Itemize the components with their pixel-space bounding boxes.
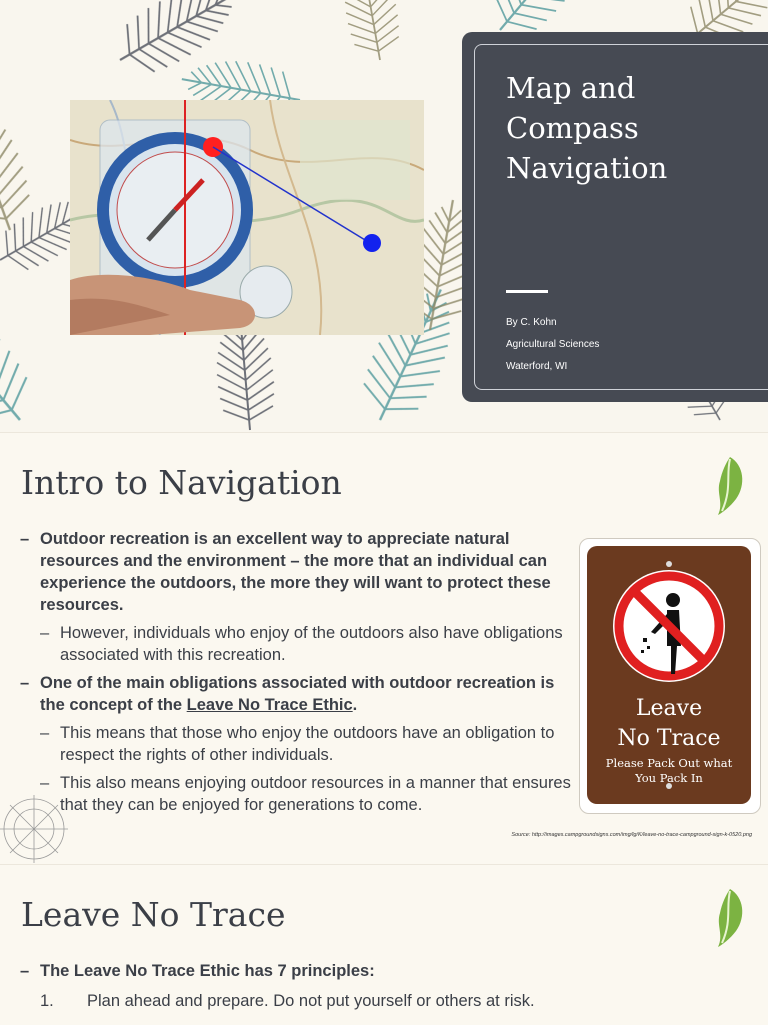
sub-bullet-item: [20, 772, 580, 816]
sign-line-pack-in: You Pack In: [635, 771, 703, 785]
title-card: [462, 32, 768, 402]
author-label: By C. Kohn: [506, 317, 557, 328]
title-slide: [0, 0, 768, 432]
bullet-text: Outdoor recreation is an excellent way to appreciate natural resources and the environment – the more that an individual can experience the outdoors, the more they will want to protect these resources.: [40, 530, 551, 614]
bullet-text: One of the main obligations associated with outdoor recreation is the concept of the: [40, 674, 555, 714]
slide-title: Leave No Trace: [21, 895, 286, 934]
bullet-text: This also means enjoying outdoor resources in a manner that ensures that they can be enjoyed for generations to come.: [60, 774, 571, 814]
sign-line-pack-out: Please Pack Out what: [605, 756, 733, 770]
title-divider: [506, 290, 548, 293]
item-text: Plan ahead and prepare. Do not put yourself or others at risk.: [87, 992, 535, 1010]
sign-line-leave: Leave: [635, 696, 703, 721]
item-number: 1.: [40, 992, 54, 1010]
title-line: Compass: [506, 111, 639, 145]
principles-list: [20, 960, 535, 1012]
bullet-dash: –: [40, 724, 50, 742]
title-line: Map and: [506, 71, 636, 105]
bullet-text: However, individuals who enjoy of the outdoors also have obligations associated with this recreation.: [60, 624, 563, 664]
compass-map-photo: [70, 100, 424, 335]
presentation-title: [506, 68, 706, 188]
sub-bullet-item: [20, 722, 580, 766]
image-source-caption: Source: http://images.campgroundsigns.com/img/lg/K/leave-no-trace-campground-sign-k-0520.png: [511, 832, 752, 838]
bullet-dash: –: [20, 530, 30, 548]
bullet-list: [20, 528, 580, 822]
leaf-logo-icon: [712, 455, 748, 517]
leaf-logo-icon: [712, 887, 748, 949]
numbered-item: [20, 990, 535, 1012]
sign-board: [587, 546, 751, 804]
bullet-text: This means that those who enjoy the outdoors have an obligation to respect the rights of other individuals.: [60, 724, 555, 764]
leave-no-trace-link[interactable]: Leave No Trace Ethic: [186, 696, 353, 714]
sub-bullet-item: [20, 622, 580, 666]
location-label: Waterford, WI: [506, 361, 568, 372]
bullet-text: .: [352, 696, 358, 714]
department-label: Agricultural Sciences: [506, 339, 600, 350]
title-line: Navigation: [506, 151, 668, 185]
bullet-dash: –: [20, 962, 30, 980]
bullet-item: [20, 672, 580, 716]
bullet-item: [20, 960, 535, 982]
bullet-text: The Leave No Trace Ethic has 7 principles:: [40, 962, 375, 980]
sign-line-no-trace: No Trace: [617, 726, 721, 751]
bullet-dash: –: [20, 674, 30, 692]
bullet-dash: –: [40, 624, 50, 642]
leave-no-trace-sign: [579, 538, 761, 814]
slide-title: Intro to Navigation: [21, 463, 342, 502]
bullet-item: [20, 528, 580, 616]
bullet-dash: –: [40, 774, 50, 792]
